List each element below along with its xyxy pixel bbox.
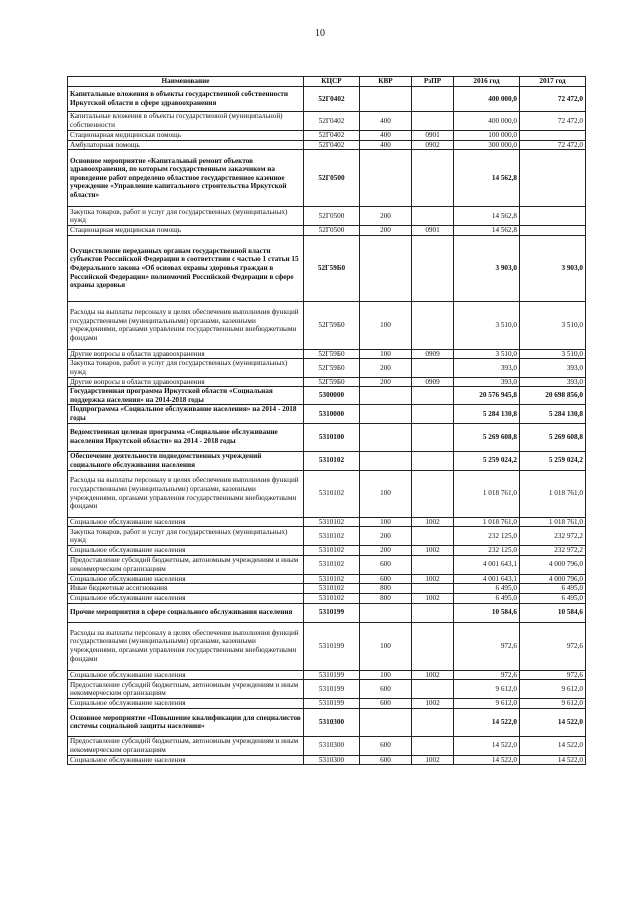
table-row (68, 387, 586, 405)
cell-2017: 3 903,0 (520, 235, 586, 301)
cell-name: Закупка товаров, работ и услуг для государственных (муниципальных) нужд (68, 207, 304, 226)
cell-name: Амбулаторная помощь (68, 140, 304, 150)
table-row (68, 349, 586, 359)
cell-2016: 9 612,0 (454, 699, 520, 709)
table-row (68, 405, 586, 423)
cell-2016: 9 612,0 (454, 680, 520, 699)
cell-kvr: 600 (360, 555, 412, 574)
cell-2016: 4 001 643,1 (454, 555, 520, 574)
table-row (68, 670, 586, 680)
cell-2016: 1 018 761,0 (454, 470, 520, 517)
cell-2017: 972,6 (520, 622, 586, 670)
cell-kvr: 400 (360, 131, 412, 141)
cell-2016: 20 576 945,8 (454, 387, 520, 405)
cell-2016: 300 000,0 (454, 140, 520, 150)
cell-name: Основное мероприятие «Повышение квалификации для специалистов системы социальной защиты населения» (68, 708, 304, 736)
table-row (68, 755, 586, 765)
cell-2017: 9 612,0 (520, 680, 586, 699)
cell-kvr (360, 405, 412, 423)
cell-kvr: 800 (360, 584, 412, 594)
cell-name: Ведомственная целевая программа «Социальное обслуживание населения Иркутской области» на 2014 - 2018 годы (68, 423, 304, 451)
cell-name: Государственная программа Иркутской области «Социальная поддержка населения» на 2014-2018 годы (68, 387, 304, 405)
cell-2016: 4 001 643,1 (454, 574, 520, 584)
cell-rzpr: 1002 (412, 593, 454, 603)
cell-rzpr: 1002 (412, 755, 454, 765)
page-number: 10 (315, 28, 325, 39)
cell-name: Стационарная медицинская помощь (68, 131, 304, 141)
cell-kcsr: 52Г0402 (304, 87, 360, 112)
cell-2017: 14 522,0 (520, 755, 586, 765)
table-header-row (68, 77, 586, 87)
cell-2017: 20 698 856,0 (520, 387, 586, 405)
cell-kvr (360, 423, 412, 451)
cell-rzpr (412, 584, 454, 594)
cell-kvr (360, 387, 412, 405)
cell-name: Закупка товаров, работ и услуг для государственных (муниципальных) нужд (68, 359, 304, 377)
cell-2017: 1 018 761,0 (520, 517, 586, 527)
cell-2016: 14 562,8 (454, 207, 520, 226)
cell-2016: 14 562,8 (454, 226, 520, 236)
cell-2016: 14 522,0 (454, 708, 520, 736)
cell-name: Закупка товаров, работ и услуг для государственных (муниципальных) нужд (68, 527, 304, 546)
cell-name: Обеспечение деятельности подведомственных учреждений социального обслуживания населения (68, 451, 304, 470)
table-row (68, 680, 586, 699)
table-row (68, 359, 586, 377)
cell-kvr: 100 (360, 349, 412, 359)
cell-2017: 3 510,0 (520, 301, 586, 349)
table-row (68, 603, 586, 622)
cell-kvr: 400 (360, 112, 412, 131)
cell-2016: 393,0 (454, 359, 520, 377)
cell-name: Другие вопросы в области здравоохранения (68, 349, 304, 359)
cell-kcsr: 5310199 (304, 699, 360, 709)
cell-kvr: 600 (360, 755, 412, 765)
cell-kcsr: 5310102 (304, 470, 360, 517)
header-name: Наименование (68, 77, 304, 87)
cell-2016: 14 522,0 (454, 736, 520, 755)
cell-rzpr (412, 235, 454, 301)
cell-name: Социальное обслуживание населения (68, 755, 304, 765)
cell-name: Стационарная медицинская помощь (68, 226, 304, 236)
cell-rzpr: 1002 (412, 517, 454, 527)
cell-2017: 6 495,0 (520, 593, 586, 603)
cell-kvr: 200 (360, 546, 412, 556)
cell-name: Социальное обслуживание населения (68, 517, 304, 527)
cell-name: Другие вопросы в области здравоохранения (68, 377, 304, 387)
cell-rzpr: 1002 (412, 670, 454, 680)
table-row (68, 517, 586, 527)
table-row (68, 377, 586, 387)
cell-name: Расходы на выплаты персоналу в целях обеспечения выполнения функций государственными (муниципальными) органами, казенными учреждениями, органами управления государственными внебюджетными фондами (68, 301, 304, 349)
cell-name: Основное мероприятие «Капитальный ремонт объектов здравоохранения, по которым государственным заказчиком на проведение работ определено областное государственное казенное учреждение «Управление капитального строительства Иркутской области» (68, 150, 304, 207)
cell-2017: 232 972,2 (520, 527, 586, 546)
cell-kcsr: 5310102 (304, 574, 360, 584)
cell-kcsr: 5310102 (304, 527, 360, 546)
cell-2016: 6 495,0 (454, 593, 520, 603)
cell-rzpr: 0901 (412, 226, 454, 236)
header-2017: 2017 год (520, 77, 586, 87)
cell-kcsr: 5310199 (304, 622, 360, 670)
table-row (68, 235, 586, 301)
cell-2016: 3 510,0 (454, 301, 520, 349)
table-row (68, 140, 586, 150)
cell-2016: 100 000,0 (454, 131, 520, 141)
cell-2016: 10 584,6 (454, 603, 520, 622)
cell-rzpr (412, 405, 454, 423)
cell-2017 (520, 150, 586, 207)
cell-rzpr (412, 87, 454, 112)
cell-rzpr (412, 736, 454, 755)
cell-2016: 400 000,0 (454, 87, 520, 112)
table-row (68, 699, 586, 709)
table-row (68, 736, 586, 755)
cell-rzpr (412, 451, 454, 470)
cell-2016: 400 000,0 (454, 112, 520, 131)
cell-2017 (520, 207, 586, 226)
cell-rzpr (412, 359, 454, 377)
cell-kcsr: 52Г59Б0 (304, 235, 360, 301)
cell-rzpr (412, 387, 454, 405)
cell-rzpr (412, 555, 454, 574)
cell-rzpr (412, 423, 454, 451)
table-row (68, 584, 586, 594)
table-row (68, 131, 586, 141)
cell-rzpr (412, 470, 454, 517)
cell-kcsr: 5310199 (304, 603, 360, 622)
cell-2016: 14 562,8 (454, 150, 520, 207)
cell-kvr: 100 (360, 470, 412, 517)
cell-kcsr: 5310300 (304, 736, 360, 755)
cell-kvr: 200 (360, 359, 412, 377)
cell-kvr: 400 (360, 140, 412, 150)
cell-name: Расходы на выплаты персоналу в целях обеспечения выполнения функций государственными (муниципальными) органами, казенными учреждениями, органами управления государственными внебюджетными фондами (68, 470, 304, 517)
cell-rzpr: 0902 (412, 140, 454, 150)
cell-kcsr: 5310102 (304, 593, 360, 603)
cell-rzpr: 1002 (412, 546, 454, 556)
cell-kvr (360, 150, 412, 207)
cell-kcsr: 52Г0500 (304, 226, 360, 236)
cell-kcsr: 5310199 (304, 680, 360, 699)
cell-kvr: 600 (360, 680, 412, 699)
cell-2016: 5 269 608,8 (454, 423, 520, 451)
cell-2017: 393,0 (520, 377, 586, 387)
cell-kcsr: 52Г0500 (304, 207, 360, 226)
cell-kcsr: 5300000 (304, 387, 360, 405)
cell-kvr (360, 87, 412, 112)
table-row (68, 207, 586, 226)
cell-kvr (360, 603, 412, 622)
table-row (68, 527, 586, 546)
cell-2016: 393,0 (454, 377, 520, 387)
cell-kcsr: 5310102 (304, 584, 360, 594)
cell-2017: 72 472,0 (520, 87, 586, 112)
cell-name: Капитальные вложения в объекты государственной собственности Иркутской области в сфере здравоохранения (68, 87, 304, 112)
cell-2016: 1 018 761,0 (454, 517, 520, 527)
cell-rzpr (412, 112, 454, 131)
table-row (68, 87, 586, 112)
cell-2017: 3 510,0 (520, 349, 586, 359)
cell-name: Социальное обслуживание населения (68, 699, 304, 709)
cell-rzpr: 1002 (412, 574, 454, 584)
cell-2016: 5 284 130,8 (454, 405, 520, 423)
cell-kvr: 600 (360, 574, 412, 584)
cell-kvr (360, 451, 412, 470)
cell-name: Предоставление субсидий бюджетным, автономным учреждениям и иным некоммерческим организациям (68, 736, 304, 755)
cell-rzpr: 0901 (412, 131, 454, 141)
cell-name: Прочие мероприятия в сфере социального обслуживания населения (68, 603, 304, 622)
cell-kcsr: 52Г0500 (304, 150, 360, 207)
cell-2017: 14 522,0 (520, 708, 586, 736)
cell-kcsr: 52Г59Б0 (304, 359, 360, 377)
cell-name: Социальное обслуживание населения (68, 593, 304, 603)
cell-name: Осуществление переданных органам государственной власти субъектов Российской Федерации в соответствии с частью 1 статьи 15 Федерального закона «Об основах охраны здоровья граждан в Российской Федерации» полномочий Российской Федерации в сфере охраны здоровья (68, 235, 304, 301)
cell-name: Социальное обслуживание населения (68, 670, 304, 680)
cell-2017: 9 612,0 (520, 699, 586, 709)
cell-kcsr: 52Г0402 (304, 140, 360, 150)
cell-kcsr: 5310300 (304, 755, 360, 765)
table-row (68, 708, 586, 736)
cell-2016: 14 522,0 (454, 755, 520, 765)
cell-name: Предоставление субсидий бюджетным, автономным учреждениям и иным некоммерческим организациям (68, 680, 304, 699)
table-row (68, 555, 586, 574)
cell-kvr: 800 (360, 593, 412, 603)
cell-name: Социальное обслуживание населения (68, 546, 304, 556)
cell-kvr: 600 (360, 699, 412, 709)
cell-2016: 3 510,0 (454, 349, 520, 359)
cell-kcsr: 5310300 (304, 708, 360, 736)
cell-kcsr: 5310102 (304, 555, 360, 574)
cell-rzpr (412, 708, 454, 736)
cell-name: Расходы на выплаты персоналу в целях обеспечения выполнения функций государственными (муниципальными) органами, казенными учреждениями, органами управления государственными внебюджетными фондами (68, 622, 304, 670)
table-row (68, 574, 586, 584)
header-rzpr: РзПР (412, 77, 454, 87)
cell-2017: 10 584,6 (520, 603, 586, 622)
cell-2017: 14 522,0 (520, 736, 586, 755)
cell-2017: 4 000 796,0 (520, 574, 586, 584)
cell-kcsr: 52Г0402 (304, 131, 360, 141)
cell-kcsr: 5310199 (304, 670, 360, 680)
table-row (68, 546, 586, 556)
table-row (68, 112, 586, 131)
cell-2017: 6 495,0 (520, 584, 586, 594)
header-kvr: КВР (360, 77, 412, 87)
cell-rzpr (412, 207, 454, 226)
cell-kvr: 100 (360, 670, 412, 680)
cell-kvr: 200 (360, 226, 412, 236)
cell-kvr: 200 (360, 377, 412, 387)
table-row (68, 150, 586, 207)
cell-rzpr (412, 680, 454, 699)
table-row (68, 622, 586, 670)
cell-2017: 5 269 608,8 (520, 423, 586, 451)
cell-2016: 972,6 (454, 670, 520, 680)
cell-2017: 1 018 761,0 (520, 470, 586, 517)
cell-name: Социальное обслуживание населения (68, 574, 304, 584)
cell-rzpr: 1002 (412, 699, 454, 709)
cell-kcsr: 5310102 (304, 517, 360, 527)
cell-rzpr (412, 527, 454, 546)
cell-rzpr (412, 603, 454, 622)
cell-kvr: 600 (360, 736, 412, 755)
cell-kvr: 200 (360, 527, 412, 546)
table-row (68, 226, 586, 236)
cell-2016: 972,6 (454, 622, 520, 670)
cell-rzpr (412, 622, 454, 670)
cell-kvr: 100 (360, 517, 412, 527)
cell-2017: 72 472,0 (520, 140, 586, 150)
cell-2016: 5 259 024,2 (454, 451, 520, 470)
cell-rzpr (412, 150, 454, 207)
table-body (68, 87, 586, 765)
cell-kvr (360, 235, 412, 301)
table-row (68, 593, 586, 603)
cell-kvr: 100 (360, 301, 412, 349)
cell-2017: 232 972,2 (520, 546, 586, 556)
cell-2017 (520, 131, 586, 141)
cell-name: Подпрограмма «Социальное обслуживание населения» на 2014 - 2018 годы (68, 405, 304, 423)
cell-2017 (520, 226, 586, 236)
table-row (68, 301, 586, 349)
cell-kcsr: 5310000 (304, 405, 360, 423)
cell-2017: 4 000 796,0 (520, 555, 586, 574)
cell-rzpr (412, 301, 454, 349)
cell-2017: 72 472,0 (520, 112, 586, 131)
cell-rzpr: 0909 (412, 377, 454, 387)
cell-kcsr: 5310100 (304, 423, 360, 451)
cell-2017: 5 259 024,2 (520, 451, 586, 470)
cell-2016: 232 125,0 (454, 527, 520, 546)
cell-kvr: 200 (360, 207, 412, 226)
header-2016: 2016 год (454, 77, 520, 87)
budget-table (67, 76, 586, 765)
cell-rzpr: 0909 (412, 349, 454, 359)
cell-kcsr: 52Г0402 (304, 112, 360, 131)
table-row (68, 423, 586, 451)
cell-2017: 393,0 (520, 359, 586, 377)
cell-2016: 6 495,0 (454, 584, 520, 594)
header-kcsr: КЦСР (304, 77, 360, 87)
cell-name: Иные бюджетные ассигнования (68, 584, 304, 594)
cell-2016: 232 125,0 (454, 546, 520, 556)
cell-kcsr: 52Г59Б0 (304, 349, 360, 359)
cell-2016: 3 903,0 (454, 235, 520, 301)
table-row (68, 451, 586, 470)
table-row (68, 470, 586, 517)
cell-kcsr: 5310102 (304, 451, 360, 470)
cell-kcsr: 52Г59Б0 (304, 301, 360, 349)
cell-2017: 5 284 130,8 (520, 405, 586, 423)
cell-name: Капитальные вложения в объекты государственной (муниципальной) собственности (68, 112, 304, 131)
cell-kvr: 100 (360, 622, 412, 670)
cell-kvr (360, 708, 412, 736)
cell-2017: 972,6 (520, 670, 586, 680)
cell-kcsr: 52Г59Б0 (304, 377, 360, 387)
cell-kcsr: 5310102 (304, 546, 360, 556)
cell-name: Предоставление субсидий бюджетным, автономным учреждениям и иным некоммерческим организациям (68, 555, 304, 574)
